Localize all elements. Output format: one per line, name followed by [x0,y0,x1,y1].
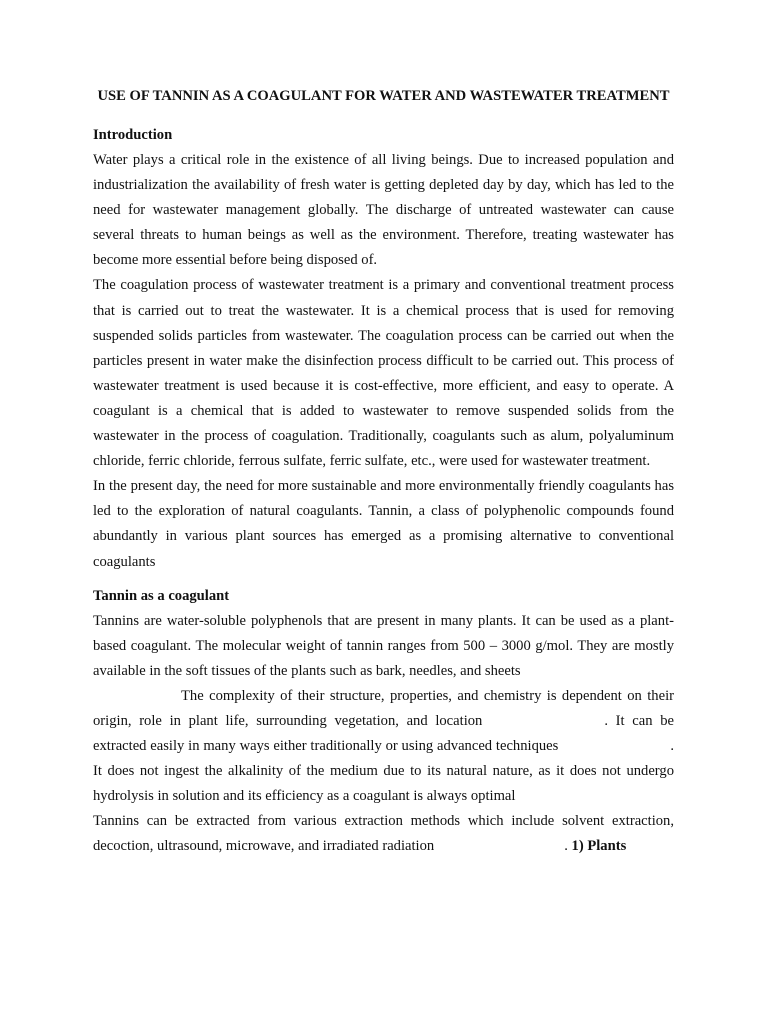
tannin-paragraph-2-part-2: . It can be extracted easily in many ways either traditionally or using advanced techniques [93,712,674,755]
introduction-paragraph-3: In the present day, the need for more sustainable and more environmentally friendly coagulants has led to the exploration of natural coagulants. Tannin, a class of polyphenolic compounds found abundantly in various plant sources has emerged as a promising alternative to conventional coagulants [93,478,674,570]
document-page [93,84,674,860]
introduction-heading: Introduction [93,127,173,143]
tannin-paragraph-2-part-1: The complexity of their structure, properties, and chemistry is dependent on their origin, role in plant life, surrounding vegetation, and location [93,687,674,729]
tannin-paragraph-3-text: Tannins can be extracted from various extraction methods which include solvent extraction, decoction, ultrasound, microwave, and irradiated radiation [93,813,674,855]
tannin-paragraph-3 [93,809,674,859]
introduction-paragraph-1: Water plays a critical role in the existence of all living beings. Due to increased population and industrialization the availability of fresh water is getting depleted day by day, which has led to the need for wastewater management globally. The discharge of untreated wastewater can cause several threats to human beings as well as the environment. Therefore, treating wastewater has become more essential before being disposed of. [93,152,674,269]
tannin-paragraph-2-part-3: . It does not ingest the alkalinity of the medium due to its natural nature, as it does not undergo hydrolysis in solution and its efficiency as a coagulant is always optimal [93,738,674,805]
tannin-paragraph-1: Tannins are water-soluble polyphenols that are present in many plants. It can be used as a plant-based coagulant. The molecular weight of tannin ranges from 500 – 3000 g/mol. They are mostly available in the soft tissues of the plants such as bark, needles, and sheets [93,612,674,679]
tannin-heading: Tannin as a coagulant [93,587,230,604]
tannin-paragraph-2 [93,684,674,809]
introduction-paragraph-2: The coagulation process of wastewater treatment is a primary and conventional treatment process that is carried out to treat the wastewater. It is a chemical process that is used for removing suspended solids particles from wastewater. The coagulation process can be carried out when the particles present in water make the disinfection process difficult to be carried out. This process of wastewater treatment is used because it is cost-effective, more efficient, and easy to operate. A coagulant is a chemical that is added to wastewater to remove suspended solids from the wastewater in the process of coagulation. Traditionally, coagulants such as alum, polyaluminum chloride, ferric chloride, ferrous sulfate, ferric sulfate, etc., were used for wastewater treatment. [93,277,674,470]
document-title: USE OF TANNIN AS A COAGULANT FOR WATER AND WASTEWATER TREATMENT [97,88,670,104]
tannin-paragraph-3-bold-tail: 1) Plants [571,838,627,855]
tannin-paragraph-3-tail: . [564,838,568,855]
